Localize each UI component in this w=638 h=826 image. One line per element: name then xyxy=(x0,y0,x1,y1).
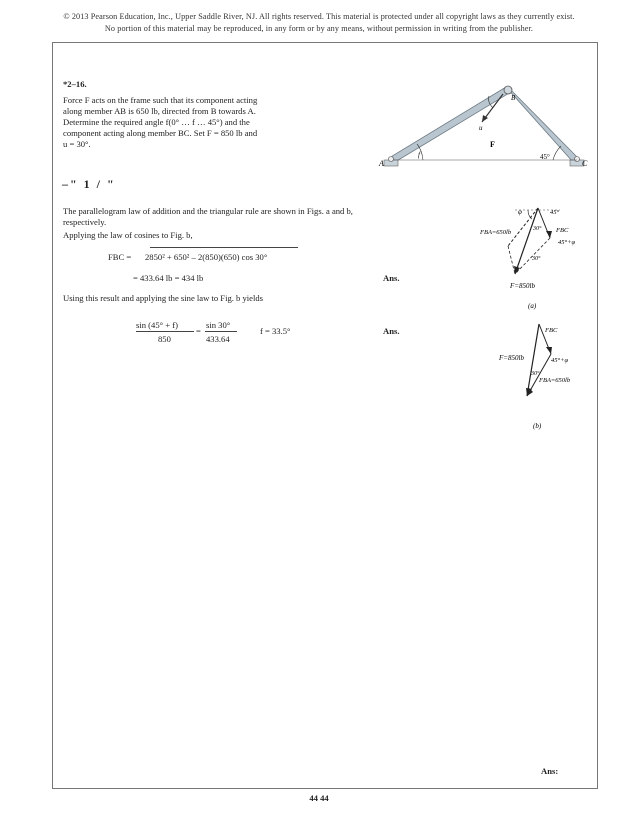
eq2-result: f = 33.5° xyxy=(260,326,291,336)
eq2-frac-bar-right xyxy=(205,331,237,332)
sine-intro: Using this result and applying the sine law to Fig. b yields xyxy=(63,293,264,303)
fig-b-f-label: F=850lb xyxy=(499,354,524,362)
member-ab xyxy=(389,87,511,162)
eq1-radical-bar xyxy=(150,247,298,248)
answer-label-2: Ans. xyxy=(383,326,400,336)
label-b: B xyxy=(511,94,516,102)
figure-b xyxy=(495,320,595,435)
intro-line-2: respectively. xyxy=(63,217,107,227)
statement-line-5: u = 30°. xyxy=(63,139,91,149)
eq1-lhs-text: FBC xyxy=(108,252,125,262)
cosines-intro: Applying the law of cosines to Fig. b, xyxy=(63,230,193,240)
figure-a xyxy=(470,200,590,315)
intro-line-1: The parallelogram law of addition and the triangular rule are shown in Figs. a and b, xyxy=(63,206,353,216)
fig-b-30: 30° xyxy=(531,371,540,377)
solution-heading: –" 1 / " xyxy=(62,177,116,191)
statement-line-3: Determine the required angle f(0° … f … 45°) and the xyxy=(63,117,250,127)
eq2-num-right: sin 30° xyxy=(206,320,231,330)
fig-a-phi: φ xyxy=(518,208,522,216)
problem-statement xyxy=(63,95,303,150)
fig-a-30b: 30° xyxy=(532,256,541,262)
fig-b-fbc-label: FBC xyxy=(545,327,558,334)
fig-a-f-label: F=850lb xyxy=(510,282,535,290)
fig-b-45phi: 45°+φ xyxy=(551,357,569,364)
answer-label-1: Ans. xyxy=(383,273,400,283)
eq2-num-left: sin (45° + f) xyxy=(136,320,178,330)
fig-a-force-f xyxy=(515,208,538,274)
fig-b-fba-label: FBA=650lb xyxy=(539,377,571,384)
eq1-lhs: FBC = xyxy=(108,252,132,262)
label-u: u xyxy=(479,124,483,132)
page-number: 44 44 xyxy=(309,793,329,803)
eq2-den-left: 850 xyxy=(158,334,171,344)
statement-line-2: along member AB is 650 lb, directed from B towards A. xyxy=(63,106,256,116)
fig-a-fbc-label: FBC xyxy=(556,227,569,234)
member-bc xyxy=(506,87,580,162)
frame-figure xyxy=(375,80,595,172)
fig-a-30: 30° xyxy=(533,226,542,232)
statement-line-4: component acting along member BC. Set F = 850 lb and xyxy=(63,128,258,138)
statement-line-1: Force F acts on the frame such that its component acting xyxy=(63,95,258,105)
fig-b-caption: (b) xyxy=(533,422,542,430)
eq2-den-right: 433.64 xyxy=(206,334,230,344)
label-phi: f xyxy=(418,151,420,159)
eq1-result: = 433.64 lb = 434 lb xyxy=(133,273,204,283)
eq2-frac-bar-left xyxy=(136,331,194,332)
fig-a-caption: (a) xyxy=(528,302,537,310)
arc-45 xyxy=(553,146,561,160)
label-c: C xyxy=(582,159,588,168)
fig-a-fba-label: FBA=650lb xyxy=(480,229,512,236)
copyright-line-2: No portion of this material may be reproduced, in any form or by any means, without permission in writing from the publisher. xyxy=(104,24,534,33)
copyright-line-1: © 2013 Pearson Education, Inc., Upper Saddle River, NJ. All rights reserved. This material is protected under all copyright laws as they currently exist. xyxy=(63,12,575,21)
problem-number: *2–16. xyxy=(63,79,87,89)
footer-ans-label: Ans: xyxy=(541,766,559,776)
eq1-rhs: 2850² + 650² – 2(850)(650) cos 30° xyxy=(145,252,268,262)
label-a: A xyxy=(379,159,384,168)
fig-a-45: 45° xyxy=(550,209,560,216)
eq2-equals: = xyxy=(196,326,201,336)
pin-b xyxy=(504,86,512,94)
label-f: F xyxy=(490,140,495,149)
solution-intro xyxy=(63,206,423,228)
fig-a-45phi: 45°+φ xyxy=(558,239,576,246)
label-45: 45° xyxy=(540,153,550,161)
